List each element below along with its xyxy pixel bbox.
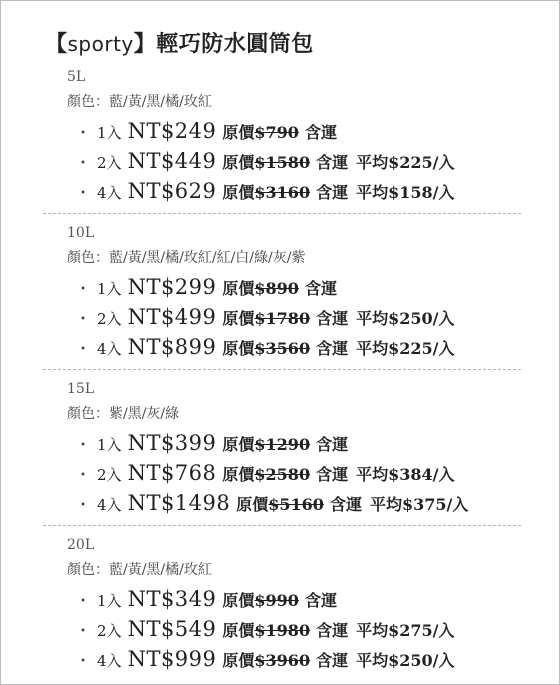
average-price: $375/入 xyxy=(401,495,469,514)
product-title xyxy=(45,27,314,58)
sale-price: NT$899 xyxy=(127,335,217,359)
size-label: 20L xyxy=(67,537,95,553)
original-price-label: 原價 xyxy=(222,435,255,454)
quantity: 1入 xyxy=(97,280,122,298)
original-price: $2580 xyxy=(254,465,311,484)
original-price: $1580 xyxy=(254,153,311,172)
original-price-label: 原價 xyxy=(222,123,255,142)
section-divider xyxy=(43,369,521,370)
shipping-included: 含運 xyxy=(304,279,337,298)
bullet: ・ xyxy=(75,591,92,610)
sale-price: NT$349 xyxy=(127,587,217,611)
average-price: $250/入 xyxy=(388,309,455,328)
shipping-included: 含運 xyxy=(316,621,349,640)
section-divider xyxy=(43,213,521,214)
original-price: $5160 xyxy=(268,495,324,514)
shipping-included: 含運 xyxy=(329,495,362,514)
shipping-included: 含運 xyxy=(316,651,349,670)
shipping-included: 含運 xyxy=(316,435,349,454)
original-price-label: 原價 xyxy=(222,153,255,172)
sale-price: NT$249 xyxy=(127,119,217,143)
original-price-label: 原價 xyxy=(236,495,269,514)
price-row xyxy=(75,275,345,299)
color-options: 顏色：藍/黃/黑/橘/玫紅 xyxy=(67,94,212,110)
price-row xyxy=(75,119,345,143)
average-price: $225/入 xyxy=(388,153,455,172)
size-label: 5L xyxy=(67,69,86,85)
sale-price: NT$549 xyxy=(127,617,217,641)
bullet: ・ xyxy=(75,183,92,202)
bullet: ・ xyxy=(75,339,92,358)
quantity: 4入 xyxy=(97,184,122,202)
average-label: 平均 xyxy=(356,153,389,172)
sale-price: NT$999 xyxy=(127,647,217,671)
average-label: 平均 xyxy=(369,495,402,514)
original-price-label: 原價 xyxy=(222,621,255,640)
original-price: $3560 xyxy=(254,339,311,358)
price-row xyxy=(75,491,468,515)
sale-price: NT$449 xyxy=(127,149,217,173)
original-price-label: 原價 xyxy=(222,339,255,358)
shipping-included: 含運 xyxy=(316,153,349,172)
price-row xyxy=(75,647,455,671)
average-label: 平均 xyxy=(356,309,389,328)
brand-name: sporty xyxy=(67,32,134,56)
title-bracket-open: 【 xyxy=(45,31,68,57)
sale-price: NT$499 xyxy=(127,305,217,329)
quantity: 1入 xyxy=(97,592,122,610)
shipping-included: 含運 xyxy=(304,123,337,142)
quantity: 1入 xyxy=(97,436,122,454)
color-options: 顏色：藍/黃/黑/橘/玫紅/紅/白/綠/灰/紫 xyxy=(67,250,306,266)
quantity: 4入 xyxy=(97,652,122,670)
sale-price: NT$768 xyxy=(127,461,217,485)
shipping-included: 含運 xyxy=(316,309,349,328)
average-price: $275/入 xyxy=(388,621,455,640)
bullet: ・ xyxy=(75,465,92,484)
price-row xyxy=(75,179,455,203)
shipping-included: 含運 xyxy=(316,465,349,484)
original-price-label: 原價 xyxy=(222,651,255,670)
average-price: $384/入 xyxy=(388,465,455,484)
original-price: $790 xyxy=(254,123,299,142)
quantity: 2入 xyxy=(97,466,122,484)
quantity: 2入 xyxy=(97,622,122,640)
quantity: 4入 xyxy=(97,496,122,514)
price-row xyxy=(75,587,345,611)
price-row xyxy=(75,617,455,641)
original-price-label: 原價 xyxy=(222,591,255,610)
original-price: $3160 xyxy=(254,183,311,202)
color-options: 顏色：紫/黑/灰/綠 xyxy=(67,406,180,422)
average-label: 平均 xyxy=(356,183,389,202)
bullet: ・ xyxy=(75,621,92,640)
bullet: ・ xyxy=(75,123,92,142)
quantity: 2入 xyxy=(97,310,122,328)
original-price-label: 原價 xyxy=(222,279,255,298)
original-price-label: 原價 xyxy=(222,465,255,484)
average-price: $158/入 xyxy=(388,183,455,202)
original-price-label: 原價 xyxy=(222,183,255,202)
sale-price: NT$1498 xyxy=(127,491,231,515)
shipping-included: 含運 xyxy=(316,183,349,202)
size-label: 10L xyxy=(67,225,95,241)
bullet: ・ xyxy=(75,279,92,298)
title-bracket-close: 】 xyxy=(133,31,157,57)
original-price: $1290 xyxy=(254,435,311,454)
price-row xyxy=(75,335,455,359)
color-options: 顏色：藍/黃/黑/橘/玫紅 xyxy=(67,562,212,578)
average-label: 平均 xyxy=(356,465,389,484)
average-price: $250/入 xyxy=(388,651,455,670)
sale-price: NT$399 xyxy=(127,431,217,455)
original-price: $990 xyxy=(254,591,299,610)
average-price: $225/入 xyxy=(388,339,455,358)
original-price-label: 原價 xyxy=(222,309,255,328)
price-row xyxy=(75,149,455,173)
original-price: $3960 xyxy=(254,651,311,670)
sale-price: NT$299 xyxy=(127,275,217,299)
price-row xyxy=(75,431,356,455)
sale-price: NT$629 xyxy=(127,179,217,203)
original-price: $890 xyxy=(254,279,299,298)
quantity: 4入 xyxy=(97,340,122,358)
average-label: 平均 xyxy=(356,651,389,670)
quantity: 1入 xyxy=(97,124,122,142)
product-name: 輕巧防水圓筒包 xyxy=(156,31,314,57)
price-row xyxy=(75,305,455,329)
bullet: ・ xyxy=(75,309,92,328)
shipping-included: 含運 xyxy=(304,591,337,610)
bullet: ・ xyxy=(75,153,92,172)
original-price: $1780 xyxy=(254,309,311,328)
quantity: 2入 xyxy=(97,154,122,172)
original-price: $1980 xyxy=(254,621,311,640)
bullet: ・ xyxy=(75,495,92,514)
section-divider xyxy=(43,525,521,526)
price-row xyxy=(75,461,455,485)
shipping-included: 含運 xyxy=(316,339,349,358)
average-label: 平均 xyxy=(356,621,389,640)
bullet: ・ xyxy=(75,651,92,670)
average-label: 平均 xyxy=(356,339,389,358)
size-label: 15L xyxy=(67,381,95,397)
bullet: ・ xyxy=(75,435,92,454)
